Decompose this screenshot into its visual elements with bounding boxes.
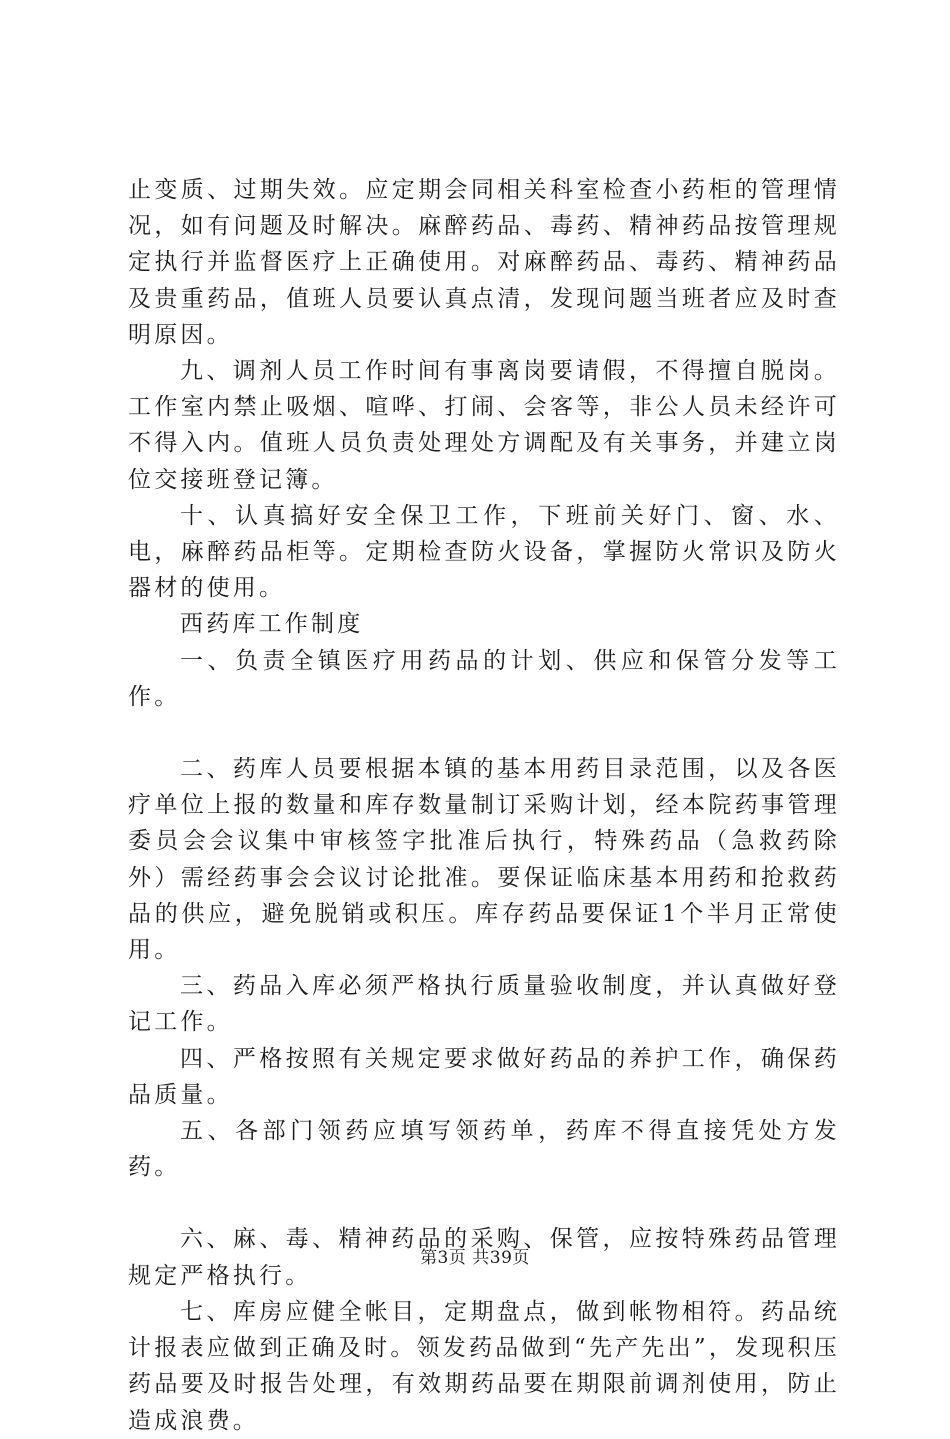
page-number-footer: 第3页 共39页 bbox=[420, 1248, 530, 1268]
paragraph-item-2: 二、药库人员要根据本镇的基本用药目录范围，以及各医疗单位上报的数量和库存数量制订采购计划，经本院药事管理委员会会议集中审核签字批准后执行，特殊药品（急救药除外）需经药事会会议讨论批准。要保证临床基本用药和抢救药品的供应，避免脱销或积压。库存药品要保证1个半月正常使用。 bbox=[128, 756, 840, 964]
paragraph-item-3: 三、药品入库必须严格执行质量验收制度，并认真做好登记工作。 bbox=[128, 973, 840, 1036]
paragraph-continuation: 止变质、过期失效。应定期会同相关科室检查小药柜的管理情况，如有问题及时解决。麻醉药品、毒药、精神药品按管理规定执行并监督医疗上正确使用。对麻醉药品、毒药、精神药品及贵重药品，值班人员要认真点清，发现问题当班者应及时查明原因。 bbox=[128, 177, 840, 348]
paragraph-item-5: 五、各部门领药应填写领药单，药库不得直接凭处方发药。 bbox=[128, 1118, 840, 1181]
paragraph-item-7: 七、库房应健全帐目，定期盘点，做到帐物相符。药品统计报表应做到正确及时。领发药品做到“先产先出”，发现积压药品要及时报告处理，有效期药品要在期限前调剂使用，防止造成浪费。 bbox=[128, 1298, 840, 1434]
paragraph-item-9: 九、调剂人员工作时间有事离岗要请假，不得擅自脱岗。工作室内禁止吸烟、喧哗、打闹、会客等，非公人员未经许可不得入内。值班人员负责处理处方调配及有关事务，并建立岗位交接班登记簿。 bbox=[128, 358, 840, 493]
paragraph-item-1: 一、负责全镇医疗用药品的计划、供应和保管分发等工作。 bbox=[128, 647, 840, 710]
section-heading: 西药库工作制度 bbox=[180, 611, 364, 638]
paragraph-item-10: 十、认真搞好安全保卫工作，下班前关好门、窗、水、电，麻醉药品柜等。定期检查防火设备，掌握防火常识及防火器材的使用。 bbox=[128, 502, 840, 602]
paragraph-item-4: 四、严格按照有关规定要求做好药品的养护工作，确保药品质量。 bbox=[128, 1045, 840, 1108]
paragraph-item-6: 六、麻、毒、精神药品的采购、保管，应按特殊药品管理规定严格执行。 bbox=[128, 1226, 840, 1289]
